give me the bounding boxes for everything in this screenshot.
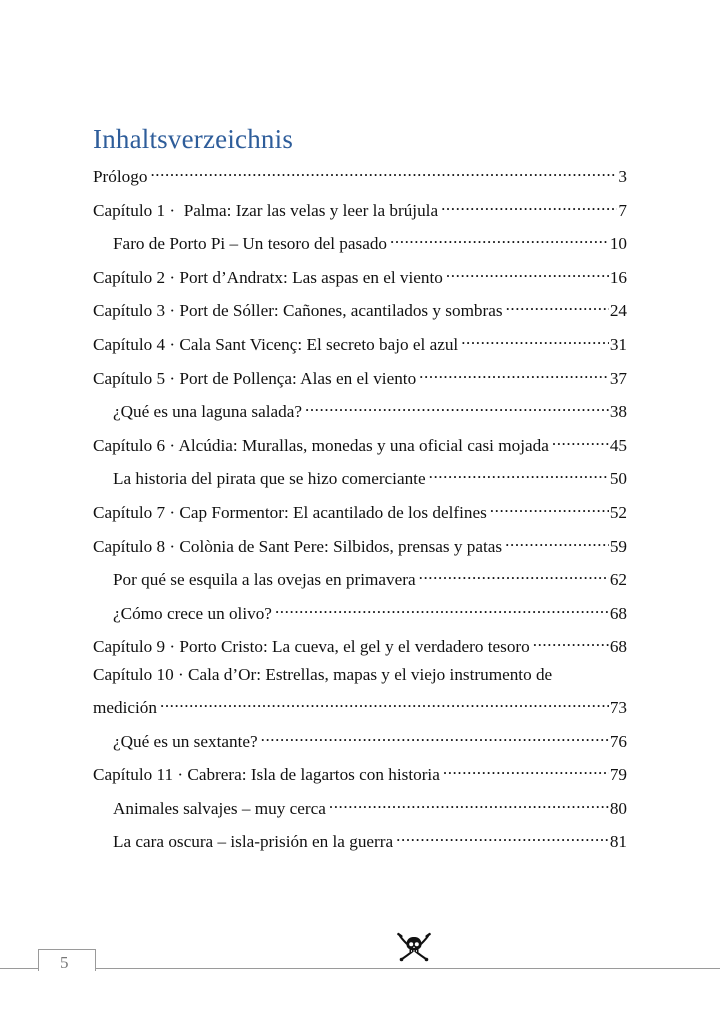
toc-entry-label: Por qué se esquila a las ovejas en primavera [113,570,416,590]
toc-subentry-sextante[interactable] [93,725,627,751]
toc-entry-label-continued: medición [93,697,157,717]
toc-subentry-pirata-comerciante[interactable] [93,462,627,489]
toc-entry-page: 81 [609,832,627,852]
toc-entry-page: 76 [609,731,627,751]
toc-entry-capitulo-4[interactable] [93,328,627,354]
toc-entry-page: 73 [609,697,627,717]
page-number: 5 [60,953,69,972]
toc-entry-page: 45 [609,435,627,455]
toc-entry-page: 38 [609,402,627,422]
toc-entry-label: Capítulo 10 · Cala d’Or: Estrellas, mapas y el viejo instrumento de [93,664,553,684]
toc-subentry-animales-salvajes[interactable] [93,792,627,818]
dot-leader [443,758,609,780]
toc-subentry-laguna-salada[interactable] [93,395,627,422]
dot-leader [419,563,609,585]
dot-leader [160,691,609,713]
toc-entry-page: 68 [609,603,627,623]
toc-subentry-olivo[interactable] [93,597,627,623]
toc-entry-label: Prólogo [93,167,148,186]
dot-leader [419,362,609,384]
toc-entry-label: Capítulo 9 · Porto Cristo: La cueva, el gel y el verdadero tesoro [93,637,530,657]
toc-entry-label: Faro de Porto Pi – Un tesoro del pasado [113,234,388,254]
toc-entry-page: 24 [609,301,627,321]
toc-entry-page: 59 [609,536,627,556]
toc-entry-capitulo-1[interactable] [93,194,627,220]
dot-leader [261,725,609,747]
toc-entry-page: 37 [609,368,627,388]
toc-title: Inhaltsverzeichnis [93,124,294,154]
toc-entry-prologo[interactable] [93,160,627,186]
dot-leader [552,429,609,451]
toc-entry-label: Capítulo 3 · Port de Sóller: Cañones, acantilados y sombras [93,301,503,321]
toc-entry-label: Capítulo 1 · Palma: Izar las velas y leer la brújula [93,200,439,220]
dot-leader [446,261,609,283]
toc-entry-page: 3 [618,167,627,186]
dot-leader [390,227,609,249]
toc-entry-page: 79 [609,765,627,785]
toc-entry-label: La historia del pirata que se hizo comerciante [113,469,426,489]
toc-entry-capitulo-7[interactable] [93,496,627,522]
dot-leader [441,194,617,216]
dot-leader [329,792,609,814]
toc-entry-label: Capítulo 6 · Alcúdia: Murallas, monedas y una oficial casi mojada [93,435,549,455]
toc-entry-page: 31 [609,334,627,354]
toc-entry-page: 62 [609,570,627,590]
footer-rule [0,968,720,969]
toc-entry-capitulo-3[interactable] [93,294,627,321]
toc-entry-label: Capítulo 2 · Port d’Andratx: Las aspas en el viento [93,267,443,287]
toc-entry-capitulo-11[interactable] [93,758,627,785]
toc-entry-capitulo-9[interactable] [93,630,627,657]
dot-leader [506,294,609,316]
toc-entry-label: Animales salvajes – muy cerca [113,798,326,818]
toc-entry-label: Capítulo 5 · Port de Pollença: Alas en el viento [93,368,417,388]
dot-leader [461,328,609,350]
toc-entry-page: 52 [609,502,627,522]
toc-entry-label: Capítulo 4 · Cala Sant Vicenç: El secreto bajo el azul [93,334,459,354]
dot-leader [490,496,609,518]
toc-entry-page: 7 [618,200,627,220]
dot-leader [533,630,609,652]
toc-entry-capitulo-8[interactable] [93,530,627,556]
toc-entry-capitulo-2[interactable] [93,261,627,287]
skull-crossed-swords-icon [395,932,433,962]
toc-entry-label: Capítulo 11 · Cabrera: Isla de lagartos con historia [93,765,440,785]
dot-leader [275,597,609,619]
table-of-contents [93,160,627,859]
toc-subentry-faro-porto-pi[interactable] [93,227,627,254]
toc-entry-page: 16 [609,267,627,287]
toc-entry-label: Capítulo 7 · Cap Formentor: El acantilado de los delfines [93,502,487,522]
toc-entry-label: ¿Qué es una laguna salada? [113,402,302,422]
toc-entry-page: 80 [609,798,627,818]
toc-subentry-isla-prision[interactable] [93,825,627,852]
toc-entry-label: La cara oscura – isla-prisión en la guerra [113,832,394,852]
toc-entry-capitulo-5[interactable] [93,362,627,388]
toc-entry-capitulo-10[interactable] [93,664,627,717]
toc-entry-label: ¿Cómo crece un olivo? [113,603,272,623]
dot-leader [505,530,609,552]
dot-leader [396,825,609,847]
dot-leader [305,395,609,417]
toc-entry-page: 10 [609,234,627,254]
dot-leader [429,462,609,484]
toc-entry-page: 50 [609,469,627,489]
toc-subentry-esquila-ovejas[interactable] [93,563,627,590]
toc-entry-label: Capítulo 8 · Colònia de Sant Pere: Silbidos, prensas y patas [93,536,503,556]
toc-entry-label: ¿Qué es un sextante? [113,731,258,751]
dot-leader [150,160,617,182]
toc-entry-page: 68 [609,637,627,657]
toc-entry-capitulo-6[interactable] [93,429,627,455]
